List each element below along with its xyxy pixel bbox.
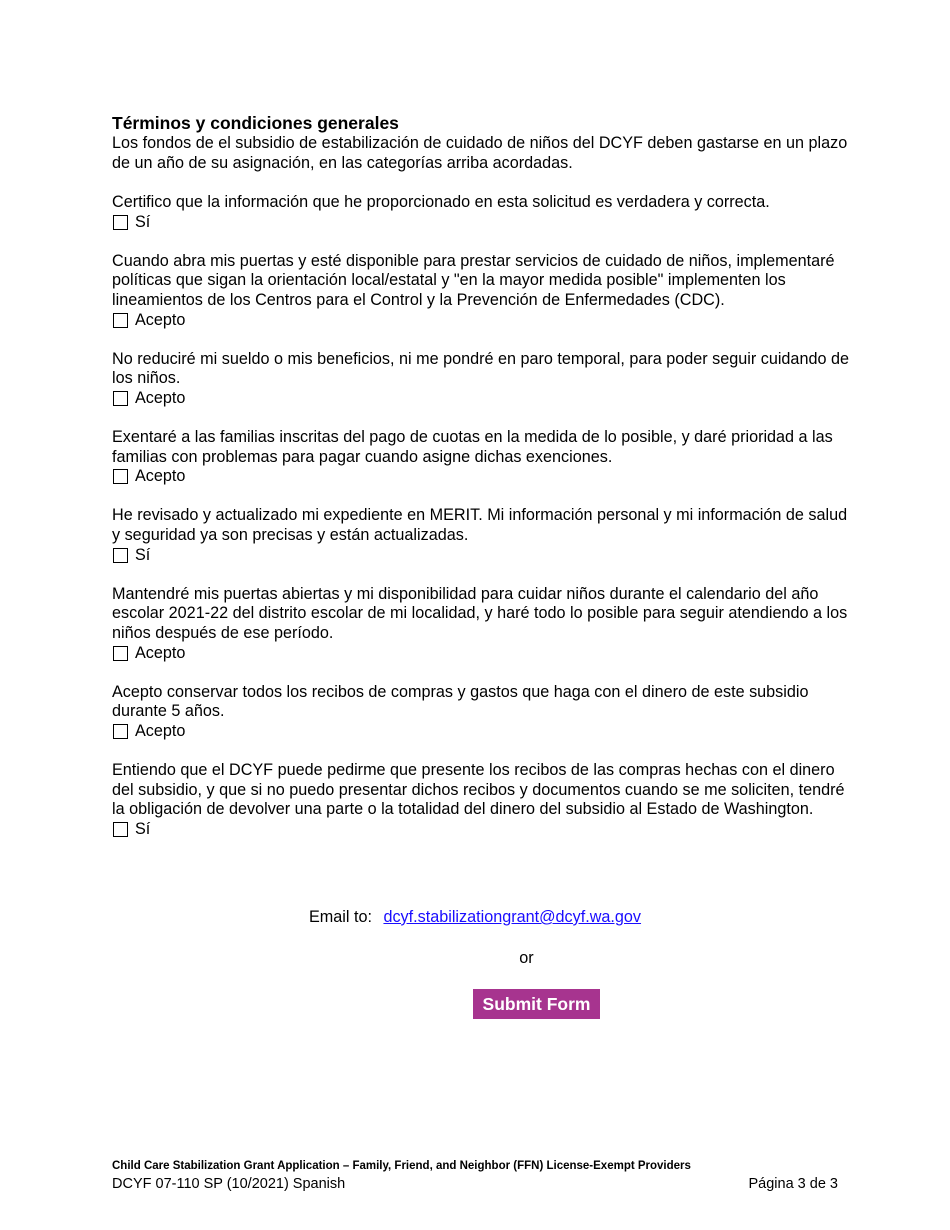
checkbox-label: Acepto (135, 310, 186, 329)
term-checkbox-row[interactable] (112, 389, 852, 409)
term-item (112, 683, 852, 742)
or-separator: or (519, 949, 534, 967)
term-checkbox-row[interactable] (112, 545, 852, 565)
checkbox[interactable] (113, 724, 128, 739)
checkbox[interactable] (113, 469, 128, 484)
footer-title: Child Care Stabilization Grant Application – Family, Friend, and Neighbor (FFN) License-Exempt Providers (112, 1160, 691, 1172)
checkbox-label: Acepto (135, 643, 186, 662)
term-item (112, 428, 852, 487)
term-checkbox-row[interactable] (112, 212, 852, 232)
term-item (112, 761, 852, 839)
term-checkbox-row[interactable] (112, 722, 852, 742)
term-checkbox-row[interactable] (112, 820, 852, 840)
intro-paragraph: Los fondos de el subsidio de estabilización de cuidado de niños del DCYF deben gastarse en un plazo de un año de su asignación, en las categorías arriba acordadas. (112, 134, 848, 172)
checkbox[interactable] (113, 822, 128, 837)
checkbox[interactable] (113, 646, 128, 661)
term-item (112, 350, 852, 409)
term-item (112, 252, 852, 330)
checkbox-label: Sí (135, 212, 151, 231)
section-heading: Términos y condiciones generales (112, 113, 399, 133)
checkbox[interactable] (113, 313, 128, 328)
checkbox[interactable] (113, 391, 128, 406)
email-link[interactable]: dcyf.stabilizationgrant@dcyf.wa.gov (383, 908, 642, 926)
term-checkbox-row[interactable] (112, 310, 852, 330)
term-text: Exentaré a las familias inscritas del pago de cuotas en la medida de lo posible, y daré prioridad a las familias con problemas para pagar cuando asigne dichas exenciones. (112, 427, 833, 466)
term-item (112, 506, 852, 565)
term-text: Acepto conservar todos los recibos de compras y gastos que haga con el dinero de este subsidio durante 5 años. (112, 682, 809, 721)
term-text: Entiendo que el DCYF puede pedirme que presente los recibos de las compras hechas con el dinero del subsidio, y que si no puedo presentar dichos recibos y documentos cuando se me soliciten, tendré la obligación de devolver una parte o la totalidad del dinero del subsidio al Estado de Washington. (112, 761, 845, 819)
term-text: He revisado y actualizado mi expediente en MERIT. Mi información personal y mi información de salud y seguridad ya son precisas y están actualizadas. (112, 506, 848, 544)
term-text: No reduciré mi sueldo o mis beneficios, ni me pondré en paro temporal, para poder seguir cuidando de los niños. (112, 349, 849, 388)
footer-page-number: Página 3 de 3 (748, 1176, 838, 1192)
term-checkbox-row[interactable] (112, 467, 852, 487)
submit-form-button[interactable]: Submit Form (473, 989, 600, 1019)
email-label: Email to: (308, 908, 372, 926)
footer-form-id: DCYF 07-110 SP (10/2021) Spanish (112, 1176, 346, 1192)
term-item (112, 585, 852, 663)
term-checkbox-row[interactable] (112, 643, 852, 663)
checkbox-label: Acepto (135, 467, 186, 486)
term-text: Mantendré mis puertas abiertas y mi disponibilidad para cuidar niños durante el calendario del año escolar 2021-22 del distrito escolar de mi localidad, y haré todo lo posible para seguir atendiendo a los niños después de ese período. (112, 584, 848, 642)
terms-section (112, 112, 852, 839)
checkbox[interactable] (113, 548, 128, 563)
checkbox-label: Acepto (135, 722, 186, 741)
checkbox-label: Sí (135, 545, 151, 564)
checkbox[interactable] (113, 215, 128, 230)
checkbox-label: Sí (135, 820, 151, 839)
email-row (0, 908, 950, 927)
term-text: Cuando abra mis puertas y esté disponible para prestar servicios de cuidado de niños, implementaré políticas que sigan la orientación local/estatal y "en la mayor medida posible" implementen los lineamientos de los Centros para el Control y la Prevención de Enfermedades (CDC). (112, 251, 835, 309)
checkbox-label: Acepto (135, 389, 186, 408)
term-text: Certifico que la información que he proporcionado en esta solicitud es verdadera y correcta. (112, 192, 770, 211)
term-item (112, 193, 852, 232)
